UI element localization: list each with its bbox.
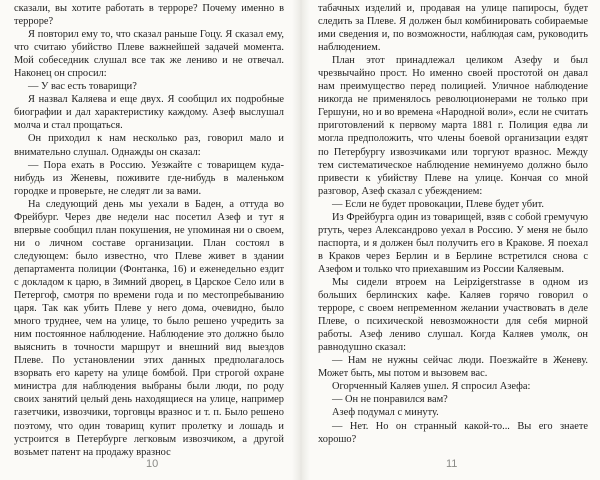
left-paragraph-7: На следующий день мы уехали в Баден, а оттуда во Фрейбург. Через две недели нас посетил Азеф и тут я впервые сообщил план покушения, не упоминая ни о своем, ни о личном составе организации. План состоял в следующем: было известно, что Плеве живет в здании департамента полиции (Фонтанка, 16) и еженедельно ездит с докладом к царю, в Зимний дворец, в Царское Село или в Петергоф, смотря по времени года и по местопребыванию царя. Так как убить Плеве у него дома, очевидно, было много труднее, чем на улице, то было решено учредить за ним постоянное наблюдение. Наблюдение это должно было выяснить в точности маршрут и внешний вид выездов Плеве. По установлении этих данных предполагалось взорвать его карету на улице бомбой. При строгой охране министра для наблюдения выбраны были люди, по роду своих занятий целый день находящиеся на улице, например газетчики, извозчики, торговцы вразнос и т. п. Было решено поэтому, что один товарищ купит пролетку и лошадь и устроится в Петербурге легковым извозчиком, а другой возьмет патент на продажу вразнос — [14, 198, 284, 458]
right-paragraph-6: — Нам не нужны сейчас люди. Поезжайте в Женеву. Может быть, мы потом и вызовем вас. — [318, 355, 588, 380]
right-paragraph-10: — Нет. Но он странный какой-то... Вы его знаете хорошо? — [318, 420, 588, 445]
left-paragraph-6: — Пора ехать в Россию. Уезжайте с товарищем куда-нибудь из Женевы, поживите где-нибудь в маленьком городке и проверьте, не следят ли за вами. — [14, 159, 284, 197]
right-page — [318, 0, 588, 480]
left-paragraph-2: Я повторил ему то, что сказал раньше Гоцу. Я сказал ему, что считаю убийство Плеве важнейшей задачей момента. Мой собеседник слушал все так же лениво и не отвечал. Наконец он спросил: — [14, 29, 284, 80]
page-number-left: 10 — [146, 458, 159, 470]
right-paragraph-3: — Если не будет провокации, Плеве будет убит. — [332, 198, 544, 210]
book-gutter — [292, 0, 310, 480]
left-paragraph-1: сказали, вы хотите работать в терроре? Почему именно в терроре? — [14, 3, 284, 28]
left-paragraph-3: — У вас есть товарищи? — [28, 81, 137, 93]
right-paragraph-4: Из Фрейбурга один из товарищей, взяв с собой гремучую ртуть, через Александрово уехал в Россию. У меня не было паспорта, и я должен был получить его в Кракове. Я поехал в Краков через Берлин и в Берлине встретился снова с Азефом и только что приехавшим из России Каляевым. — [318, 211, 588, 275]
right-paragraph-8: — Он не понравился вам? — [332, 394, 448, 406]
page-number-right: 11 — [446, 458, 458, 470]
left-paragraph-4: Я назвал Каляева и еще двух. Я сообщил их подробные биографии и дал характеристику каждому. Азеф выслушал молча и стал прощаться. — [14, 94, 284, 132]
right-paragraph-7: Огорченный Каляев ушел. Я спросил Азефа: — [332, 381, 531, 393]
right-paragraph-2: План этот принадлежал целиком Азефу и был чрезвычайно прост. Но именно своей простотой он давал нам преимущество перед полицией. Уличное наблюдение никогда не применялось революционерами не только при Гершуни, но и во времена «Народной воли», если не считать приготовлений к первому марта 1881 г. Полиция едва ли могла предположить, что члены боевой организации ездят по Петербургу извозчиками или торгуют вразнос. Между тем систематическое наблюдение неминуемо должно было привести к убийству Плеве на улице. Кончая со мной разговор, Азеф сказал с убеждением: — [318, 55, 588, 197]
right-paragraph-1: табачных изделий и, продавая на улице папиросы, будет следить за Плеве. Я должен был комбинировать собираемые ими сведения и, по возможности, наблюдая сам, руководить наблюдением. — [318, 3, 588, 54]
left-page — [14, 0, 284, 480]
right-paragraph-9: Азеф подумал с минуту. — [332, 407, 439, 419]
left-paragraph-5: Он приходил к нам несколько раз, говорил мало и внимательно слушал. Однажды он сказал: — [14, 133, 284, 158]
right-paragraph-5: Мы сидели втроем на Leipzigerstrasse в одном из больших берлинских кафе. Каляев горячо говорил о терроре, с своем непременном желании участвовать в деле Плеве, о психической невозможности для себя мирной работы. Азеф лениво слушал. Когда Каляев умолк, он равнодушно сказал: — [318, 276, 588, 354]
